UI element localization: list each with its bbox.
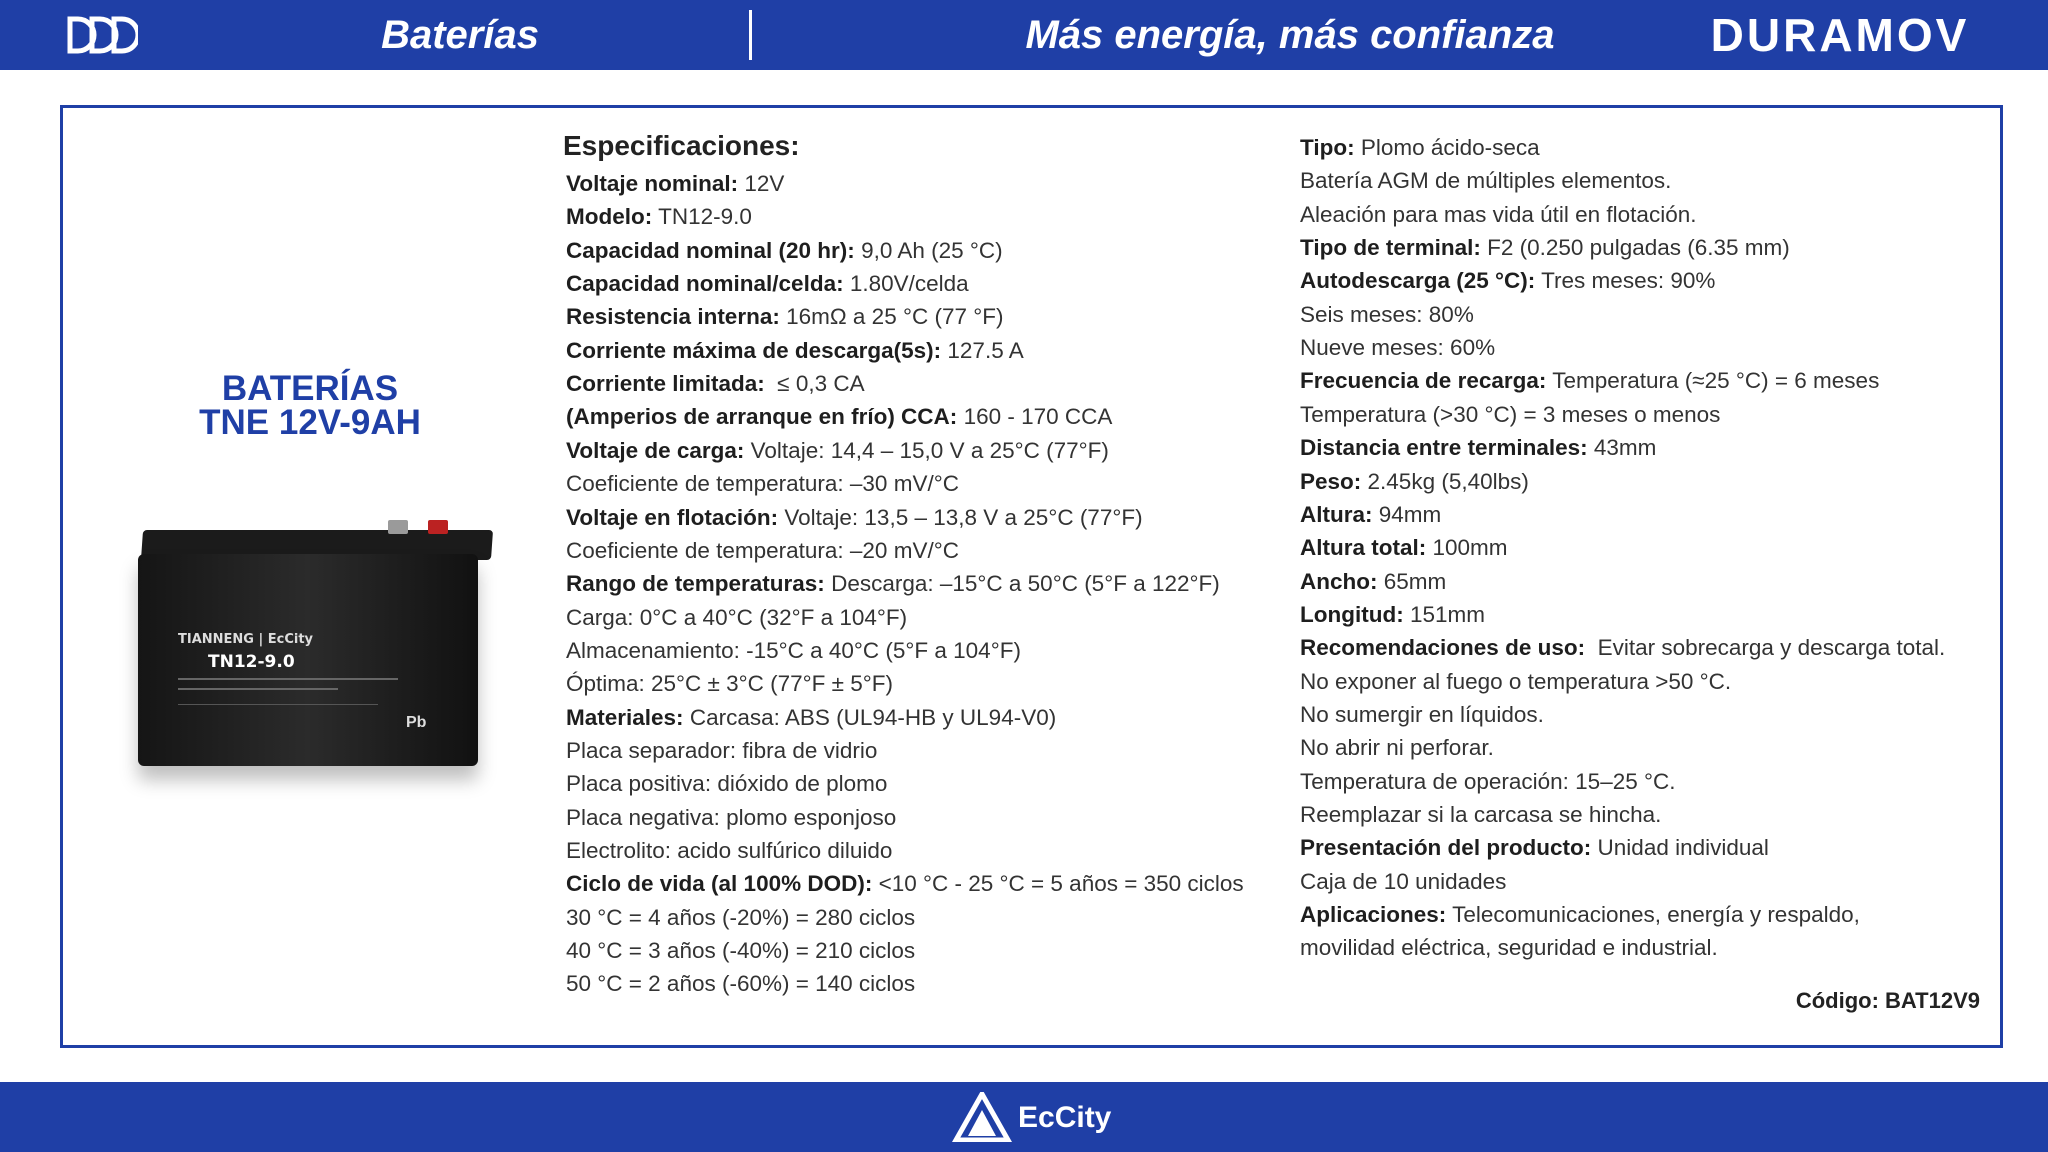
spec-line bbox=[566, 768, 887, 800]
spec-label: Corriente limitada: bbox=[566, 371, 765, 397]
spec-label: Tipo de terminal: bbox=[1300, 235, 1481, 261]
battery-terminal-positive bbox=[428, 520, 448, 534]
product-title-line2: TNE 12V-9AH bbox=[199, 403, 421, 442]
spec-value: 16mΩ a 25 °C (77 °F) bbox=[779, 304, 1004, 330]
spec-label: Altura: bbox=[1300, 501, 1373, 527]
spec-label: Voltaje de carga: bbox=[566, 437, 745, 463]
spec-value: 65mm bbox=[1377, 568, 1447, 594]
spec-label: Tipo: bbox=[1300, 135, 1355, 160]
spec-line bbox=[1300, 265, 1715, 297]
spec-line bbox=[566, 702, 1056, 734]
spec-line bbox=[1300, 632, 1945, 664]
spec-value: Electrolito: acido sulfúrico diluido bbox=[566, 838, 893, 863]
spec-label: Rango de temperaturas: bbox=[566, 571, 825, 597]
eccity-logo-icon bbox=[952, 1092, 1012, 1142]
spec-line bbox=[1300, 299, 1474, 331]
battery-model-label: TN12-9.0 bbox=[208, 652, 295, 672]
spec-line bbox=[1300, 365, 1879, 397]
spec-value: 151mm bbox=[1403, 601, 1485, 627]
header-slogan: Más energía, más confianza bbox=[1025, 13, 1555, 57]
spec-label: Recomendaciones de uso: bbox=[1300, 635, 1586, 661]
spec-line bbox=[566, 535, 959, 567]
spec-line bbox=[1300, 532, 1508, 564]
spec-line bbox=[1300, 499, 1441, 531]
spec-value: 43mm bbox=[1587, 435, 1657, 461]
spec-label: (Amperios de arranque en frío) CCA: bbox=[566, 404, 958, 430]
spec-value: 127.5 A bbox=[941, 337, 1024, 363]
spec-label: Distancia entre terminales: bbox=[1300, 435, 1588, 461]
header-brand: DURAMOV bbox=[1710, 9, 1970, 61]
spec-label: Voltaje nominal: bbox=[566, 171, 739, 196]
spec-line bbox=[566, 235, 1003, 267]
footer-brand: EcCity bbox=[1018, 1101, 1112, 1134]
spec-value: Nueve meses: 60% bbox=[1300, 335, 1496, 361]
spec-value: Reemplazar si la carcasa se hincha. bbox=[1300, 802, 1662, 827]
spec-line bbox=[566, 335, 1024, 367]
battery-pb-mark: Pb bbox=[406, 714, 427, 731]
spec-value: No sumergir en líquidos. bbox=[1300, 701, 1544, 727]
spec-line bbox=[1300, 566, 1446, 598]
spec-line bbox=[1300, 132, 1540, 164]
spec-line bbox=[566, 968, 915, 1000]
spec-line bbox=[1300, 766, 1675, 798]
spec-value: Descarga: –15°C a 50°C (5°F a 122°F) bbox=[824, 571, 1220, 597]
spec-line bbox=[566, 502, 1143, 534]
spec-line bbox=[566, 635, 1021, 667]
battery-image bbox=[128, 518, 498, 778]
product-code: Código: BAT12V9 bbox=[1795, 988, 1980, 1013]
spec-value: 100mm bbox=[1426, 535, 1508, 561]
battery-label-text-block bbox=[178, 704, 378, 754]
spec-value: Aleación para mas vida útil en flotación. bbox=[1300, 201, 1697, 227]
spec-value: Evitar sobrecarga y descarga total. bbox=[1585, 635, 1946, 661]
spec-label: Voltaje en flotación: bbox=[566, 504, 779, 530]
spec-value: TN12-9.0 bbox=[652, 204, 752, 230]
spec-label: Frecuencia de recarga: bbox=[1300, 368, 1547, 394]
product-title bbox=[150, 369, 470, 442]
header-divider bbox=[749, 10, 752, 60]
spec-line bbox=[1300, 466, 1529, 498]
spec-value: Placa positiva: dióxido de plomo bbox=[566, 771, 888, 797]
spec-line bbox=[566, 602, 907, 634]
spec-line bbox=[566, 668, 893, 700]
header-section-title: Baterías bbox=[381, 13, 539, 57]
spec-label: Ciclo de vida (al 100% DOD): bbox=[566, 871, 873, 897]
spec-value: 94mm bbox=[1372, 501, 1442, 527]
battery-terminal-negative bbox=[388, 520, 408, 534]
spec-line bbox=[566, 368, 865, 400]
spec-line bbox=[1300, 666, 1731, 698]
spec-value: Óptima: 25°C ± 3°C (77°F ± 5°F) bbox=[566, 671, 894, 697]
spec-value: Coeficiente de temperatura: –20 mV/°C bbox=[566, 537, 959, 563]
spec-label: Modelo: bbox=[566, 204, 653, 230]
footer-bar bbox=[0, 1082, 2048, 1152]
duramov-logo-icon bbox=[66, 15, 138, 55]
spec-value: Placa separador: fibra de vidrio bbox=[566, 737, 878, 763]
spec-line bbox=[566, 468, 959, 500]
spec-value: Temperatura (≈25 °C) = 6 meses bbox=[1546, 368, 1880, 394]
spec-label: Materiales: bbox=[566, 704, 684, 730]
spec-value: Plomo ácido-seca bbox=[1354, 135, 1540, 160]
spec-value: movilidad eléctrica, seguridad e industrial. bbox=[1300, 935, 1718, 961]
spec-value: Carcasa: ABS (UL94-HB y UL94-V0) bbox=[683, 704, 1057, 730]
spec-value: 50 °C = 2 años (-60%) = 140 ciclos bbox=[566, 971, 916, 997]
spec-line bbox=[1300, 432, 1656, 464]
spec-line bbox=[566, 268, 969, 300]
specs-heading: Especificaciones: bbox=[563, 130, 800, 161]
spec-line bbox=[566, 835, 892, 867]
spec-value: Voltaje: 14,4 – 15,0 V a 25°C (77°F) bbox=[744, 437, 1109, 463]
spec-label: Corriente máxima de descarga(5s): bbox=[566, 337, 942, 363]
spec-line bbox=[566, 201, 752, 233]
spec-value: No exponer al fuego o temperatura >50 °C. bbox=[1300, 668, 1732, 694]
spec-value: <10 °C - 25 °C = 5 años = 350 ciclos bbox=[872, 871, 1244, 897]
spec-value: Voltaje: 13,5 – 13,8 V a 25°C (77°F) bbox=[778, 504, 1143, 530]
spec-line bbox=[1300, 832, 1769, 864]
spec-line bbox=[566, 868, 1244, 900]
spec-value: Almacenamiento: -15°C a 40°C (5°F a 104°F) bbox=[566, 637, 1021, 663]
spec-value: 160 - 170 CCA bbox=[957, 404, 1113, 430]
spec-line bbox=[1300, 699, 1544, 731]
spec-line bbox=[1300, 399, 1720, 431]
spec-value: 9,0 Ah (25 °C) bbox=[854, 237, 1003, 263]
spec-label: Resistencia interna: bbox=[566, 304, 780, 330]
header-bar bbox=[0, 0, 2048, 70]
spec-line bbox=[1300, 732, 1494, 764]
spec-value: No abrir ni perforar. bbox=[1300, 735, 1494, 761]
spec-value: F2 (0.250 pulgadas (6.35 mm) bbox=[1480, 235, 1790, 261]
spec-value: Seis meses: 80% bbox=[1300, 301, 1474, 327]
spec-label: Altura total: bbox=[1300, 535, 1427, 561]
spec-line bbox=[1300, 232, 1790, 264]
spec-value: Coeficiente de temperatura: –30 mV/°C bbox=[566, 471, 959, 497]
spec-line bbox=[566, 568, 1220, 600]
spec-value: Caja de 10 unidades bbox=[1300, 868, 1507, 894]
spec-line bbox=[1300, 199, 1696, 231]
battery-brand-label: TIANNENG | EcCity bbox=[178, 632, 314, 647]
spec-value: Telecomunicaciones, energía y respaldo, bbox=[1446, 902, 1860, 928]
spec-line bbox=[1300, 899, 1860, 931]
spec-line bbox=[566, 935, 915, 967]
spec-value: 12V bbox=[738, 171, 785, 196]
product-title-line1: BATERÍAS bbox=[221, 369, 399, 408]
spec-line bbox=[566, 168, 784, 200]
spec-value: 1.80V/celda bbox=[843, 271, 969, 297]
spec-line bbox=[566, 902, 915, 934]
spec-label: Presentación del producto: bbox=[1300, 835, 1592, 861]
spec-line bbox=[1300, 599, 1485, 631]
spec-line bbox=[566, 735, 877, 767]
spec-line bbox=[1300, 332, 1495, 364]
spec-line bbox=[566, 802, 896, 834]
battery-label-line bbox=[178, 688, 338, 690]
spec-value: Carga: 0°C a 40°C (32°F a 104°F) bbox=[566, 604, 908, 630]
spec-value: Temperatura de operación: 15–25 °C. bbox=[1300, 768, 1676, 794]
battery-body bbox=[138, 554, 478, 766]
battery-label-line bbox=[178, 678, 398, 680]
spec-value: 2.45kg (5,40lbs) bbox=[1361, 468, 1529, 494]
spec-line bbox=[566, 435, 1109, 467]
spec-line bbox=[1300, 799, 1661, 831]
spec-line bbox=[1300, 932, 1718, 964]
spec-label: Capacidad nominal (20 hr): bbox=[566, 237, 855, 263]
spec-value: Batería AGM de múltiples elementos. bbox=[1300, 168, 1672, 194]
spec-label: Ancho: bbox=[1300, 568, 1378, 594]
spec-value: Unidad individual bbox=[1591, 835, 1769, 861]
spec-line bbox=[566, 301, 1003, 333]
spec-label: Capacidad nominal/celda: bbox=[566, 271, 844, 297]
spec-line bbox=[1300, 866, 1506, 898]
spec-value: 40 °C = 3 años (-40%) = 210 ciclos bbox=[566, 938, 916, 964]
spec-label: Aplicaciones: bbox=[1300, 902, 1447, 928]
spec-value: Temperatura (>30 °C) = 3 meses o menos bbox=[1300, 401, 1721, 427]
spec-value: ≤ 0,3 CA bbox=[764, 371, 865, 397]
spec-value: Tres meses: 90% bbox=[1535, 268, 1716, 294]
spec-value: Placa negativa: plomo esponjoso bbox=[566, 804, 897, 830]
spec-label: Longitud: bbox=[1300, 601, 1404, 627]
spec-line bbox=[1300, 165, 1671, 197]
spec-label: Autodescarga (25 °C): bbox=[1300, 268, 1536, 294]
spec-line bbox=[566, 401, 1112, 433]
spec-value: 30 °C = 4 años (-20%) = 280 ciclos bbox=[566, 904, 916, 930]
spec-label: Peso: bbox=[1300, 468, 1362, 494]
